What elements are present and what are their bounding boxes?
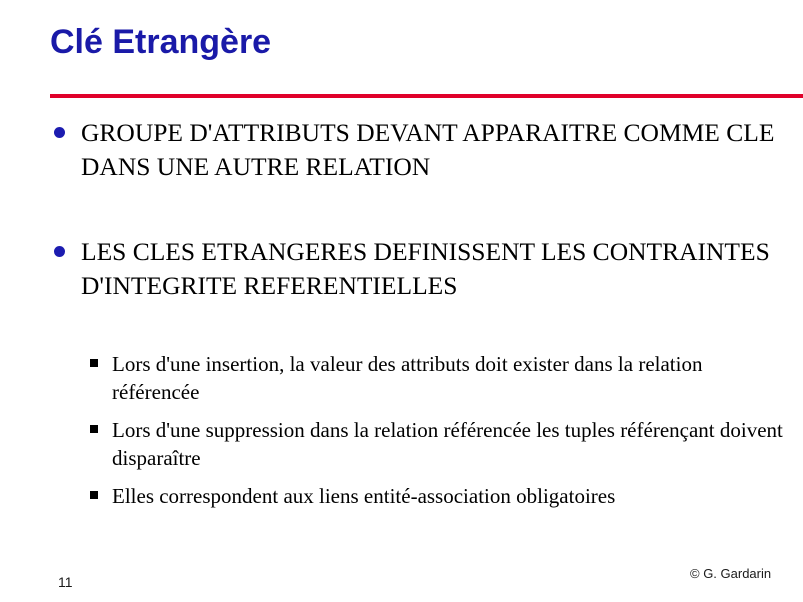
sub-bullet-item-3 (90, 482, 790, 510)
sub-bullet-list (90, 350, 790, 520)
sub-bullet-item-2 (90, 416, 790, 472)
sub-bullet-text-1: Lors d'une insertion, la valeur des attributs doit exister dans la relation référencée (112, 352, 703, 404)
sub-bullet-text-3: Elles correspondent aux liens entité-association obligatoires (112, 484, 616, 508)
bullet-item-2 (50, 235, 790, 303)
slide-title: Clé Etrangère (50, 23, 272, 61)
square-bullet-icon (90, 425, 98, 433)
square-bullet-icon (90, 491, 98, 499)
round-bullet-icon (54, 246, 65, 257)
copyright-notice: © G. Gardarin (690, 566, 772, 581)
round-bullet-icon (54, 127, 65, 138)
square-bullet-icon (90, 359, 98, 367)
title-divider (50, 94, 803, 98)
bullet-text-1: GROUPE D'ATTRIBUTS DEVANT APPARAITRE COMME CLE DANS UNE AUTRE RELATION (81, 118, 775, 181)
sub-bullet-item-1 (90, 350, 790, 406)
bullet-item-1 (50, 116, 790, 184)
page-number: 11 (58, 574, 73, 590)
sub-bullet-text-2: Lors d'une suppression dans la relation référencée les tuples référençant doivent disparaître (112, 418, 783, 470)
bullet-text-2: LES CLES ETRANGERES DEFINISSENT LES CONTRAINTES D'INTEGRITE REFERENTIELLES (81, 237, 770, 300)
